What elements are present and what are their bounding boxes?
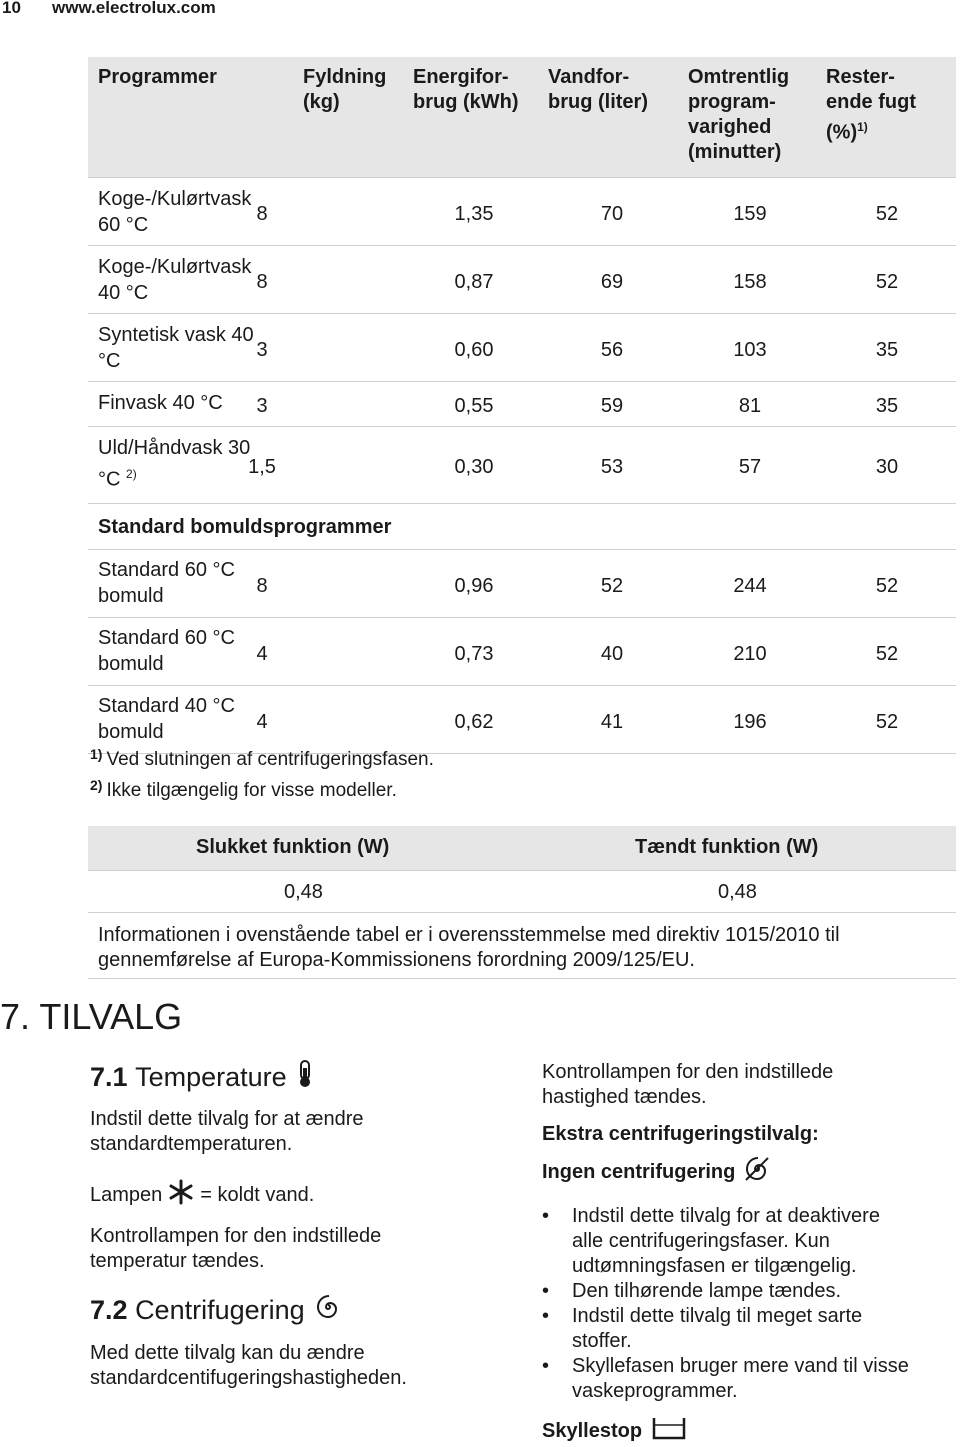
footnote-2: $^{2)}$ Ikke tilgængelig for visse modeller. bbox=[90, 777, 397, 801]
cell-load: 3 bbox=[256, 395, 268, 417]
cell-energy: 0,55 bbox=[454, 395, 494, 417]
extra-spin-title: Ekstra centrifugeringstilvalg: bbox=[542, 1123, 819, 1145]
lamp-cold-water: Lampen = koldt vand. bbox=[90, 1179, 490, 1212]
bullet-item: • Den tilhørende lampe tændes. bbox=[542, 1279, 957, 1304]
table-header bbox=[88, 57, 956, 178]
website-url: www.electrolux.com bbox=[52, 0, 216, 17]
cell-moisture: 52 bbox=[875, 202, 899, 225]
program-name: Standard 40 °C bomuld bbox=[98, 695, 235, 743]
cell-moisture: 52 bbox=[875, 710, 899, 733]
spin-heading: 7.2 Centrifugering bbox=[90, 1294, 490, 1327]
cell-water: 69 bbox=[600, 270, 624, 293]
cell-water: 56 bbox=[600, 338, 624, 361]
no-spin-bullets bbox=[542, 1204, 957, 1404]
cell-water: 53 bbox=[600, 456, 624, 478]
footnote-1: $^{1)}$ Ved slutningen af centrifugeringsfasen. bbox=[90, 746, 434, 770]
program-name: Syntetisk vask 40 °C bbox=[98, 324, 254, 372]
header-energy: Energifor- brug (kWh) bbox=[413, 66, 519, 113]
cell-duration: 103 bbox=[733, 338, 767, 361]
cell-water: 59 bbox=[600, 395, 624, 417]
cell-load: 3 bbox=[256, 338, 268, 361]
section-heading: 7. TILVALG bbox=[0, 996, 183, 1037]
temperature-option bbox=[90, 1060, 490, 1391]
cell-duration: 196 bbox=[733, 710, 767, 733]
cell-load: 8 bbox=[256, 574, 268, 597]
program-name: Uld/Håndvask 30 °C $^{2)}$ bbox=[98, 437, 251, 491]
cell-load: 1,5 bbox=[248, 456, 276, 478]
cell-load: 8 bbox=[256, 270, 268, 293]
asterisk-icon bbox=[168, 1179, 194, 1212]
temperature-description: Indstil dette tilvalg for at ændre standardtemperaturen. bbox=[90, 1108, 364, 1155]
bullet-item: • Indstil dette tilvalg for at deaktivere alle centrifugeringsfaser. Kun udtømningsfasen er tilgængelig. bbox=[542, 1204, 957, 1279]
cell-duration: 210 bbox=[733, 642, 767, 665]
cell-duration: 244 bbox=[733, 574, 767, 597]
bullet-item: • Skyllefasen bruger mere vand til visse vaskeprogrammer. bbox=[542, 1354, 957, 1404]
cell-energy: 0,87 bbox=[454, 270, 494, 293]
cell-load: 4 bbox=[256, 642, 268, 665]
on-mode-value: 0,48 bbox=[718, 881, 757, 903]
header-load: Fyldning (kg) bbox=[303, 66, 387, 113]
cell-moisture: 35 bbox=[875, 338, 899, 361]
cell-water: 41 bbox=[600, 710, 624, 733]
cell-energy: 0,96 bbox=[454, 574, 494, 597]
table-row bbox=[88, 314, 956, 382]
table-row bbox=[88, 550, 956, 618]
table-row bbox=[88, 686, 956, 754]
header-water: Vandfor- brug (liter) bbox=[548, 66, 648, 113]
program-name: Standard 60 °C bomuld bbox=[98, 559, 235, 607]
rinse-hold-icon bbox=[652, 1416, 686, 1447]
program-name: Koge-/Kulørtvask 40 °C bbox=[98, 256, 252, 304]
program-name: Standard 60 °C bomuld bbox=[98, 627, 235, 675]
section-row bbox=[88, 504, 956, 550]
no-spin-icon bbox=[743, 1155, 771, 1190]
bullet-item: • Indstil dette tilvalg til meget sarte stoffer. bbox=[542, 1304, 957, 1354]
cell-energy: 0,62 bbox=[454, 710, 494, 733]
speed-indicator: Kontrollampen for den indstillede hastighed tændes. bbox=[542, 1061, 834, 1108]
cell-load: 8 bbox=[256, 202, 268, 225]
table-row bbox=[88, 427, 956, 504]
header-programs: Programmer bbox=[98, 66, 217, 88]
cell-water: 52 bbox=[600, 574, 624, 597]
cell-energy: 0,30 bbox=[454, 456, 494, 478]
cell-moisture: 52 bbox=[875, 642, 899, 665]
page-number: 10 bbox=[2, 0, 21, 17]
temperature-heading: 7.1 Temperature bbox=[90, 1060, 490, 1095]
cell-duration: 159 bbox=[733, 202, 767, 225]
table-row bbox=[88, 618, 956, 686]
no-spin-title: Ingen centrifugering bbox=[542, 1155, 957, 1190]
cell-energy: 0,73 bbox=[454, 642, 494, 665]
cell-moisture: 52 bbox=[875, 270, 899, 293]
cell-moisture: 30 bbox=[875, 456, 899, 478]
program-name: Koge-/Kulørtvask 60 °C bbox=[98, 188, 252, 236]
cell-energy: 0,60 bbox=[454, 338, 494, 361]
cell-moisture: 35 bbox=[875, 395, 899, 417]
table-row bbox=[88, 246, 956, 314]
cell-load: 4 bbox=[256, 710, 268, 733]
cell-duration: 57 bbox=[738, 456, 762, 478]
spin-description: Med dette tilvalg kan du ændre standardcentifugeringshastigheden. bbox=[90, 1342, 407, 1389]
cell-duration: 158 bbox=[733, 270, 767, 293]
temperature-indicator: Kontrollampen for den indstillede temperatur tændes. bbox=[90, 1225, 382, 1272]
on-mode-label: Tændt funktion (W) bbox=[635, 836, 819, 858]
rinse-hold-title: Skyllestop bbox=[542, 1416, 957, 1447]
cell-duration: 81 bbox=[738, 395, 762, 417]
power-table-header bbox=[88, 826, 956, 871]
power-values-row bbox=[88, 871, 956, 913]
table-row bbox=[88, 382, 956, 427]
power-table-note: Informationen i ovenstående tabel er i overensstemmelse med direktiv 1015/2010 til gennemførelse af Europa-Kommissionens forordning 2009/125/EU. bbox=[88, 913, 956, 979]
off-mode-value: 0,48 bbox=[284, 881, 323, 903]
power-table bbox=[88, 826, 956, 979]
cell-water: 40 bbox=[600, 642, 624, 665]
thermometer-icon bbox=[297, 1060, 313, 1095]
spin-options-column bbox=[542, 1060, 957, 1447]
section-title: Standard bomuldsprogrammer bbox=[98, 516, 392, 538]
off-mode-label: Slukket funktion (W) bbox=[196, 836, 390, 858]
spin-icon bbox=[315, 1294, 341, 1327]
header-moisture: Rester- ende fugt (%)$^{1)}$ bbox=[826, 66, 916, 144]
header-duration: Omtrentlig program- varighed (minutter) bbox=[688, 66, 790, 163]
consumption-table bbox=[88, 57, 956, 754]
program-name: Finvask 40 °C bbox=[98, 392, 223, 414]
cell-moisture: 52 bbox=[875, 574, 899, 597]
table-row bbox=[88, 178, 956, 246]
cell-energy: 1,35 bbox=[454, 202, 494, 225]
cell-water: 70 bbox=[600, 202, 624, 225]
